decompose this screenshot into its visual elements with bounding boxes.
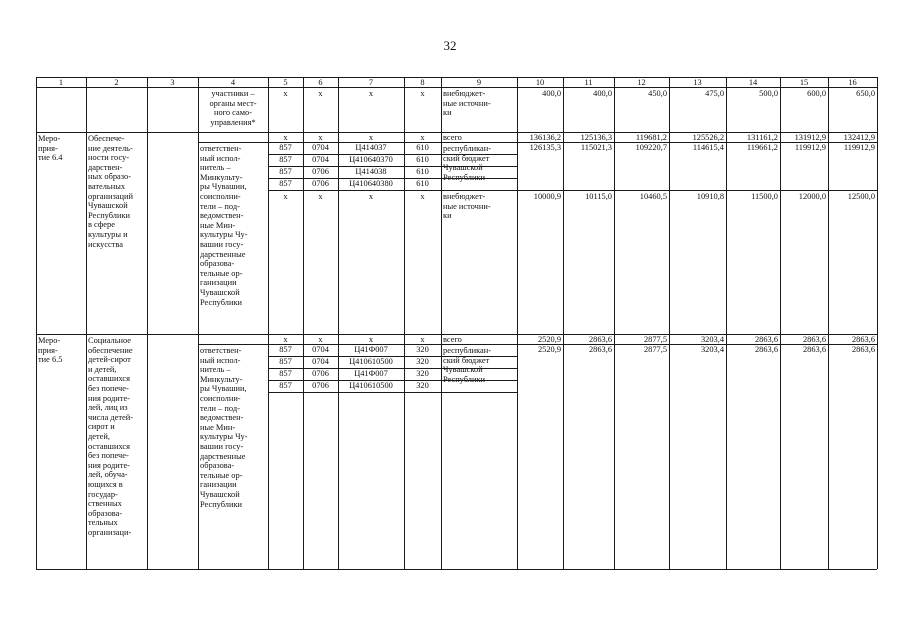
measure-name: Обеспече- bbox=[88, 134, 125, 143]
column-border bbox=[147, 77, 148, 569]
value-cell: 400,0 bbox=[593, 89, 612, 98]
value-cell: 125526,2 bbox=[692, 133, 724, 142]
column-border bbox=[780, 77, 781, 569]
measure-name: государ- bbox=[88, 489, 118, 499]
value-cell: 2863,6 bbox=[851, 345, 875, 354]
budget-code-cell: x bbox=[420, 335, 425, 344]
measure-name: ния родите- bbox=[88, 393, 130, 403]
value-cell: 10460,5 bbox=[639, 192, 667, 201]
value-cell: 600,0 bbox=[807, 89, 826, 98]
budget-code-cell: x bbox=[318, 192, 323, 201]
executor-text: участники – bbox=[211, 89, 255, 98]
executor-text: тели – под- bbox=[200, 403, 240, 413]
column-number: 15 bbox=[799, 77, 809, 87]
budget-code-cell: x bbox=[283, 335, 288, 344]
executor-text: Чувашской bbox=[200, 490, 240, 499]
budget-code-cell: x bbox=[420, 89, 425, 98]
funding-source-text: всего bbox=[443, 335, 462, 344]
budget-code-cell: 0706 bbox=[312, 179, 329, 188]
value-cell: 119681,2 bbox=[635, 133, 667, 142]
value-cell: 126135,3 bbox=[529, 143, 561, 152]
budget-code-cell: 857 bbox=[279, 357, 292, 366]
funding-source-text: Республики bbox=[443, 374, 486, 384]
column-border bbox=[86, 77, 87, 569]
measure-name: оставшихся bbox=[88, 374, 130, 384]
funding-source-text: Чувашской bbox=[443, 163, 483, 173]
value-cell: 12500,0 bbox=[847, 192, 875, 201]
measure-name: образова- bbox=[88, 508, 123, 518]
measure-name: оставшихся bbox=[88, 441, 130, 451]
budget-code-cell: x bbox=[368, 89, 374, 98]
funding-source-text: всего bbox=[443, 133, 462, 142]
measure-name: обеспечение bbox=[88, 345, 133, 355]
budget-code-cell: 610 bbox=[416, 155, 429, 164]
budget-code-cell: Ц410610500 bbox=[349, 357, 393, 366]
executor-text: образова- bbox=[200, 461, 235, 471]
value-cell: 2863,6 bbox=[802, 345, 826, 354]
budget-code-cell: 857 bbox=[279, 179, 292, 188]
measure-name: ние деятель- bbox=[88, 143, 133, 153]
budget-code-cell: Ц41Ф007 bbox=[354, 345, 388, 354]
column-number: 14 bbox=[748, 77, 758, 87]
column-border bbox=[36, 77, 37, 569]
executor-text: культуры Чу- bbox=[200, 230, 248, 240]
measure-name: ющихся в bbox=[88, 480, 123, 489]
executor-text: Республики bbox=[200, 499, 243, 509]
funding-source-text: Чувашской bbox=[443, 365, 483, 375]
measure-name: организаций bbox=[88, 191, 133, 201]
column-number: 2 bbox=[114, 77, 119, 87]
column-border bbox=[404, 77, 405, 569]
measure-name: детей, bbox=[88, 432, 110, 441]
executor-text: ры Чувашии, bbox=[200, 182, 247, 192]
budget-code-cell: 0706 bbox=[312, 167, 329, 176]
budget-code-cell: x bbox=[283, 133, 288, 142]
executor-text: ответствен- bbox=[200, 144, 242, 153]
value-cell: 2877,5 bbox=[643, 335, 667, 344]
value-cell: 3203,4 bbox=[700, 335, 724, 344]
value-cell: 10000,9 bbox=[533, 192, 561, 201]
measure-name: Республики bbox=[88, 210, 131, 220]
executor-text: ного само- bbox=[214, 108, 252, 118]
budget-code-cell: 0704 bbox=[312, 357, 329, 366]
column-border bbox=[441, 77, 442, 569]
measure-name: ности госу- bbox=[88, 153, 130, 163]
budget-code-cell: x bbox=[368, 335, 374, 344]
measure-label: тие 6.5 bbox=[38, 355, 63, 365]
value-cell: 475,0 bbox=[705, 89, 724, 98]
executor-text: ный испол- bbox=[200, 153, 241, 163]
measure-name: и детей, bbox=[88, 364, 117, 374]
value-cell: 2520,9 bbox=[537, 335, 561, 344]
value-cell: 11500,0 bbox=[751, 192, 778, 201]
code-row-border bbox=[268, 190, 517, 191]
value-cell: 450,0 bbox=[648, 89, 667, 98]
measure-label: прия- bbox=[38, 143, 58, 153]
value-cell: 2877,5 bbox=[643, 345, 667, 354]
executor-text: нитель – bbox=[200, 163, 231, 173]
executor-text: Республики bbox=[200, 297, 243, 307]
value-cell: 2520,9 bbox=[537, 345, 561, 354]
budget-code-cell: x bbox=[318, 133, 323, 142]
executor-text: тельные ор- bbox=[200, 470, 243, 480]
budget-code-cell: x bbox=[368, 133, 374, 142]
budget-code-cell: 610 bbox=[416, 179, 429, 188]
budget-code-cell: Ц410610500 bbox=[349, 381, 393, 390]
measure-name: без попече- bbox=[88, 384, 129, 393]
measure-name: числа детей- bbox=[88, 412, 134, 422]
value-cell: 400,0 bbox=[542, 89, 561, 98]
executor-text: ные Мин- bbox=[200, 220, 236, 230]
executor-text: ведомствен- bbox=[200, 413, 244, 423]
budget-code-cell: 857 bbox=[279, 345, 292, 354]
measure-label: прия- bbox=[38, 345, 58, 355]
measure-name: тельных bbox=[88, 518, 118, 528]
executor-text: ры Чувашии, bbox=[200, 384, 247, 394]
value-cell: 2863,6 bbox=[754, 335, 778, 344]
code-row-border bbox=[268, 392, 517, 393]
executor-text: дарственные bbox=[200, 249, 246, 259]
executor-text: вашии госу- bbox=[200, 240, 244, 249]
budget-code-cell: Ц414038 bbox=[355, 167, 387, 176]
value-cell: 125136,3 bbox=[580, 133, 612, 142]
executor-text: тельные ор- bbox=[200, 268, 243, 278]
value-cell: 2863,6 bbox=[754, 345, 778, 354]
column-border bbox=[828, 77, 829, 569]
funding-source-text: внебюджет- bbox=[443, 89, 486, 98]
column-number: 10 bbox=[535, 77, 545, 87]
value-cell: 2863,6 bbox=[588, 345, 612, 354]
budget-code-cell: 320 bbox=[416, 369, 429, 378]
executor-text: ведомствен- bbox=[200, 211, 244, 221]
column-number: 3 bbox=[170, 77, 175, 87]
column-border bbox=[303, 77, 304, 569]
column-number: 13 bbox=[693, 77, 702, 87]
value-cell: 132412,9 bbox=[843, 133, 875, 142]
executor-text: ганизации bbox=[200, 480, 237, 490]
executor-text: Чувашской bbox=[200, 288, 240, 297]
header-bottom-border bbox=[36, 87, 877, 88]
budget-code-cell: x bbox=[368, 192, 374, 201]
column-number: 7 bbox=[368, 77, 374, 87]
value-cell: 12000,0 bbox=[798, 192, 826, 201]
budget-code-cell: x bbox=[318, 335, 323, 344]
budget-code-cell: 857 bbox=[279, 369, 292, 378]
budget-code-cell: 857 bbox=[279, 155, 292, 164]
budget-code-cell: Ц410640370 bbox=[349, 155, 393, 164]
column-border bbox=[268, 77, 269, 569]
executor-text: дарственные bbox=[200, 451, 246, 461]
executor-text: управления* bbox=[210, 117, 256, 127]
budget-code-cell: x bbox=[283, 89, 288, 98]
column-number: 6 bbox=[318, 77, 323, 87]
executor-text: ный испол- bbox=[200, 355, 241, 365]
value-cell: 131912,9 bbox=[794, 133, 826, 142]
measure-name: без попече- bbox=[88, 451, 129, 461]
funding-source-text: ные источни- bbox=[443, 98, 491, 108]
funding-source-text: внебюджет- bbox=[443, 192, 486, 201]
column-number: 12 bbox=[637, 77, 646, 87]
measure-name: дарствен- bbox=[88, 162, 123, 172]
budget-code-cell: Ц410640380 bbox=[349, 179, 393, 188]
executor-text: ответствен- bbox=[200, 346, 242, 355]
funding-source-text: ский бюджет bbox=[443, 355, 490, 365]
executor-text: соисполни- bbox=[200, 394, 241, 403]
funding-source-text: ки bbox=[443, 108, 452, 118]
column-number: 9 bbox=[476, 77, 482, 87]
executor-text: образова- bbox=[200, 259, 235, 269]
executor-text: ганизации bbox=[200, 278, 237, 288]
executor-text: соисполни- bbox=[200, 192, 241, 201]
column-border bbox=[669, 77, 670, 569]
measure-name: детей-сирот bbox=[88, 355, 131, 365]
column-border bbox=[877, 77, 878, 569]
column-number: 4 bbox=[230, 77, 236, 87]
executor-text: Минкульту- bbox=[200, 172, 243, 182]
budget-code-cell: x bbox=[318, 89, 323, 98]
value-cell: 136136,2 bbox=[529, 133, 561, 142]
measure-name: искусства bbox=[88, 239, 123, 249]
budget-code-cell: 610 bbox=[416, 143, 429, 152]
measure-name: культуры и bbox=[88, 230, 128, 239]
column-number: 5 bbox=[283, 77, 288, 87]
value-cell: 109220,7 bbox=[635, 143, 667, 152]
budget-code-cell: x bbox=[420, 192, 425, 201]
measure-name: лей, обуча- bbox=[88, 470, 128, 480]
measure-label: Меро- bbox=[38, 336, 61, 345]
value-cell: 119912,9 bbox=[794, 143, 826, 152]
budget-code-cell: 0704 bbox=[312, 345, 329, 354]
column-border bbox=[517, 77, 518, 569]
value-cell: 2863,6 bbox=[802, 335, 826, 344]
page-number: 32 bbox=[443, 38, 457, 53]
budget-code-cell: Ц414037 bbox=[355, 143, 387, 152]
executor-text: Минкульту- bbox=[200, 374, 243, 384]
column-number: 8 bbox=[420, 77, 425, 87]
value-cell: 2863,6 bbox=[588, 335, 612, 344]
budget-code-cell: 857 bbox=[279, 381, 292, 390]
value-cell: 119912,9 bbox=[843, 143, 875, 152]
measure-name: лей, лиц из bbox=[88, 403, 128, 413]
measure-name: Чувашской bbox=[88, 201, 128, 211]
measure-name: вательных bbox=[88, 182, 126, 191]
budget-code-cell: 857 bbox=[279, 167, 292, 176]
executor-text: ные Мин- bbox=[200, 422, 236, 432]
measure-name: Социальное bbox=[88, 336, 132, 345]
budget-code-cell: x bbox=[420, 133, 425, 142]
value-cell: 114615,4 bbox=[692, 143, 724, 152]
column-border bbox=[563, 77, 564, 569]
value-cell: 115021,3 bbox=[580, 143, 612, 152]
executor-text: нитель – bbox=[200, 365, 231, 375]
measure-name: ния родите- bbox=[88, 460, 130, 470]
funding-source-text: Республики bbox=[443, 172, 486, 182]
measure-name: сирот и bbox=[88, 422, 115, 432]
measure-name: ных образо- bbox=[88, 172, 131, 182]
budget-code-cell: 320 bbox=[416, 381, 429, 390]
budget-code-cell: 857 bbox=[279, 143, 292, 152]
funding-source-text: ский бюджет bbox=[443, 153, 490, 163]
budget-code-cell: x bbox=[283, 192, 288, 201]
value-cell: 119661,2 bbox=[746, 143, 778, 152]
value-cell: 10910,8 bbox=[696, 192, 724, 201]
value-cell: 3203,4 bbox=[700, 345, 724, 354]
budget-code-cell: 610 bbox=[416, 167, 429, 176]
budget-code-cell: Ц41Ф007 bbox=[354, 369, 388, 378]
value-cell: 131161,2 bbox=[746, 133, 778, 142]
measure-name: организаци- bbox=[88, 528, 132, 537]
budget-code-cell: 0704 bbox=[312, 143, 329, 152]
executor-text: вашии госу- bbox=[200, 442, 244, 451]
funding-source-text: ки bbox=[443, 211, 452, 221]
budget-code-cell: 320 bbox=[416, 357, 429, 366]
column-number: 11 bbox=[584, 77, 593, 87]
table-bottom-border bbox=[36, 569, 877, 570]
funding-source-text: ные источни- bbox=[443, 201, 491, 211]
column-number: 16 bbox=[848, 77, 857, 87]
funding-source-text: республикан- bbox=[443, 144, 492, 153]
column-number: 1 bbox=[58, 77, 64, 87]
measure-label: тие 6.4 bbox=[38, 153, 63, 163]
budget-code-cell: 0704 bbox=[312, 155, 329, 164]
budget-code-cell: 320 bbox=[416, 345, 429, 354]
measure-name: ственных bbox=[88, 499, 122, 509]
executor-text: культуры Чу- bbox=[200, 432, 248, 442]
column-border bbox=[614, 77, 615, 569]
executor-text: органы мест- bbox=[209, 98, 257, 108]
column-border bbox=[338, 77, 339, 569]
column-border bbox=[726, 77, 727, 569]
value-cell: 2863,6 bbox=[851, 335, 875, 344]
value-cell: 500,0 bbox=[759, 89, 778, 98]
measure-name: в сфере bbox=[88, 220, 115, 230]
measure-label: Меро- bbox=[38, 134, 61, 143]
budget-code-cell: 0706 bbox=[312, 381, 329, 390]
executor-text: тели – под- bbox=[200, 201, 240, 211]
value-cell: 10115,0 bbox=[585, 192, 612, 201]
column-border bbox=[198, 77, 199, 569]
funding-source-text: республикан- bbox=[443, 346, 492, 355]
value-cell: 650,0 bbox=[856, 89, 875, 98]
budget-code-cell: 0706 bbox=[312, 369, 329, 378]
